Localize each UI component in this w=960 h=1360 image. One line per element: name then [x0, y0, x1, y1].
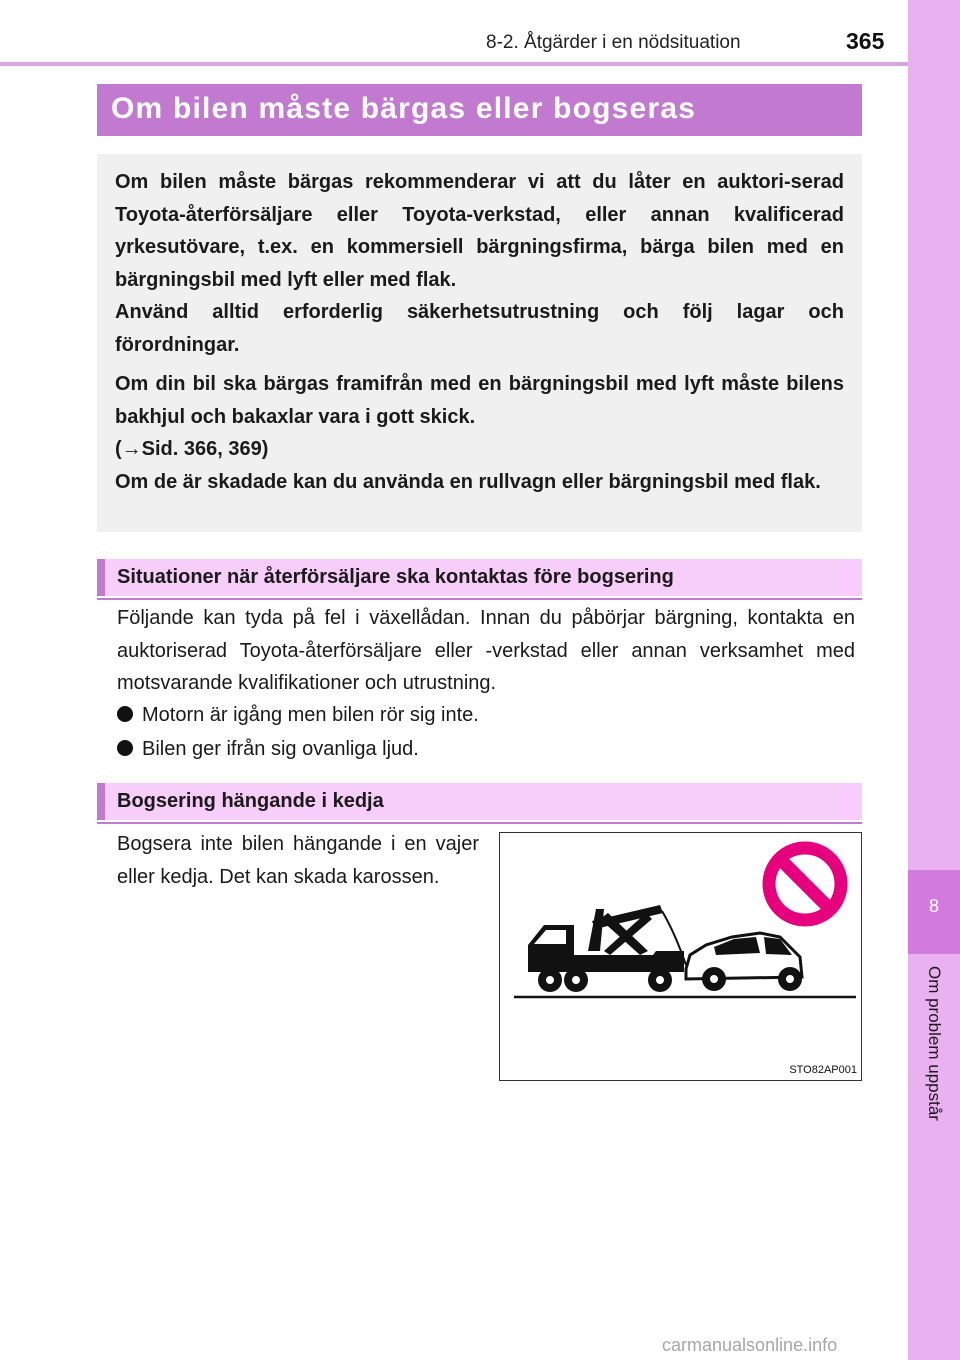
section-heading-chain-towing	[97, 783, 862, 820]
bullet-icon	[117, 706, 133, 722]
intro-paragraph: Om din bil ska bärgas framifrån med en bärgningsbil med lyft måste bilens bakhjul och bakaxlar vara i gott skick.	[115, 373, 844, 428]
intro-paragraph: Använd alltid erforderlig säkerhetsutrustning och följ lagar och förordningar.	[115, 301, 844, 356]
heading-underline	[97, 598, 862, 600]
list-item-text: Bilen ger ifrån sig ovanliga ljud.	[142, 738, 419, 760]
chapter-number: 8	[928, 896, 939, 916]
bullet-icon	[117, 740, 133, 756]
prohibited-icon	[769, 848, 841, 920]
watermark: carmanualsonline.info	[662, 1335, 838, 1355]
section-heading-text: Bogsering hängande i kedja	[117, 790, 384, 812]
section-heading-dealer-contact	[97, 559, 862, 596]
page-number: 365	[846, 28, 885, 54]
tow-truck-illustration	[499, 832, 862, 1081]
section-text: Bogsera inte bilen hängande i en vajer eller kedja. Det kan skada karossen.	[117, 833, 479, 888]
header-divider	[0, 62, 908, 66]
main-title: Om bilen måste bärgas eller bogseras	[97, 84, 862, 136]
tow-truck-chain-drawing	[500, 833, 860, 1079]
list-item	[117, 733, 419, 765]
intro-paragraph: Om bilen måste bärgas rekommenderar vi att du låter en auktori-serad Toyota-återförsäljare eller Toyota-verkstad, eller annan kvalificerad yrkesutövare, t.ex. en kommersiell bärgningsfirma, bärga bilen med en bärgningsbil med lyft eller med flak.	[115, 171, 844, 291]
section-heading-text: Situationer när återförsäljare ska kontaktas före bogsering	[117, 566, 674, 588]
list-item-text: Motorn är igång men bilen rör sig inte.	[142, 704, 479, 726]
intro-paragraph: Om de är skadade kan du använda en rullvagn eller bärgningsbil med flak.	[115, 470, 821, 493]
page-reference: (→Sid. 366, 369)	[115, 438, 269, 460]
car-icon	[686, 933, 802, 991]
section-text: Följande kan tyda på fel i växellådan. Innan du påbörjar bärgning, kontakta en auktoriserad Toyota-återförsäljare eller -verkstad eller annan verksamhet med motsvarande kvalifikationer och utrustning.	[117, 607, 855, 694]
heading-underline	[97, 822, 862, 824]
figure-code: STO82AP001	[789, 1064, 857, 1076]
section-title: 8-2. Åtgärder i en nödsituation	[486, 32, 741, 53]
list-item	[117, 699, 479, 731]
intro-box	[97, 154, 862, 532]
chapter-title: Om problem uppstår	[925, 966, 944, 1121]
tow-truck-icon	[528, 905, 684, 992]
